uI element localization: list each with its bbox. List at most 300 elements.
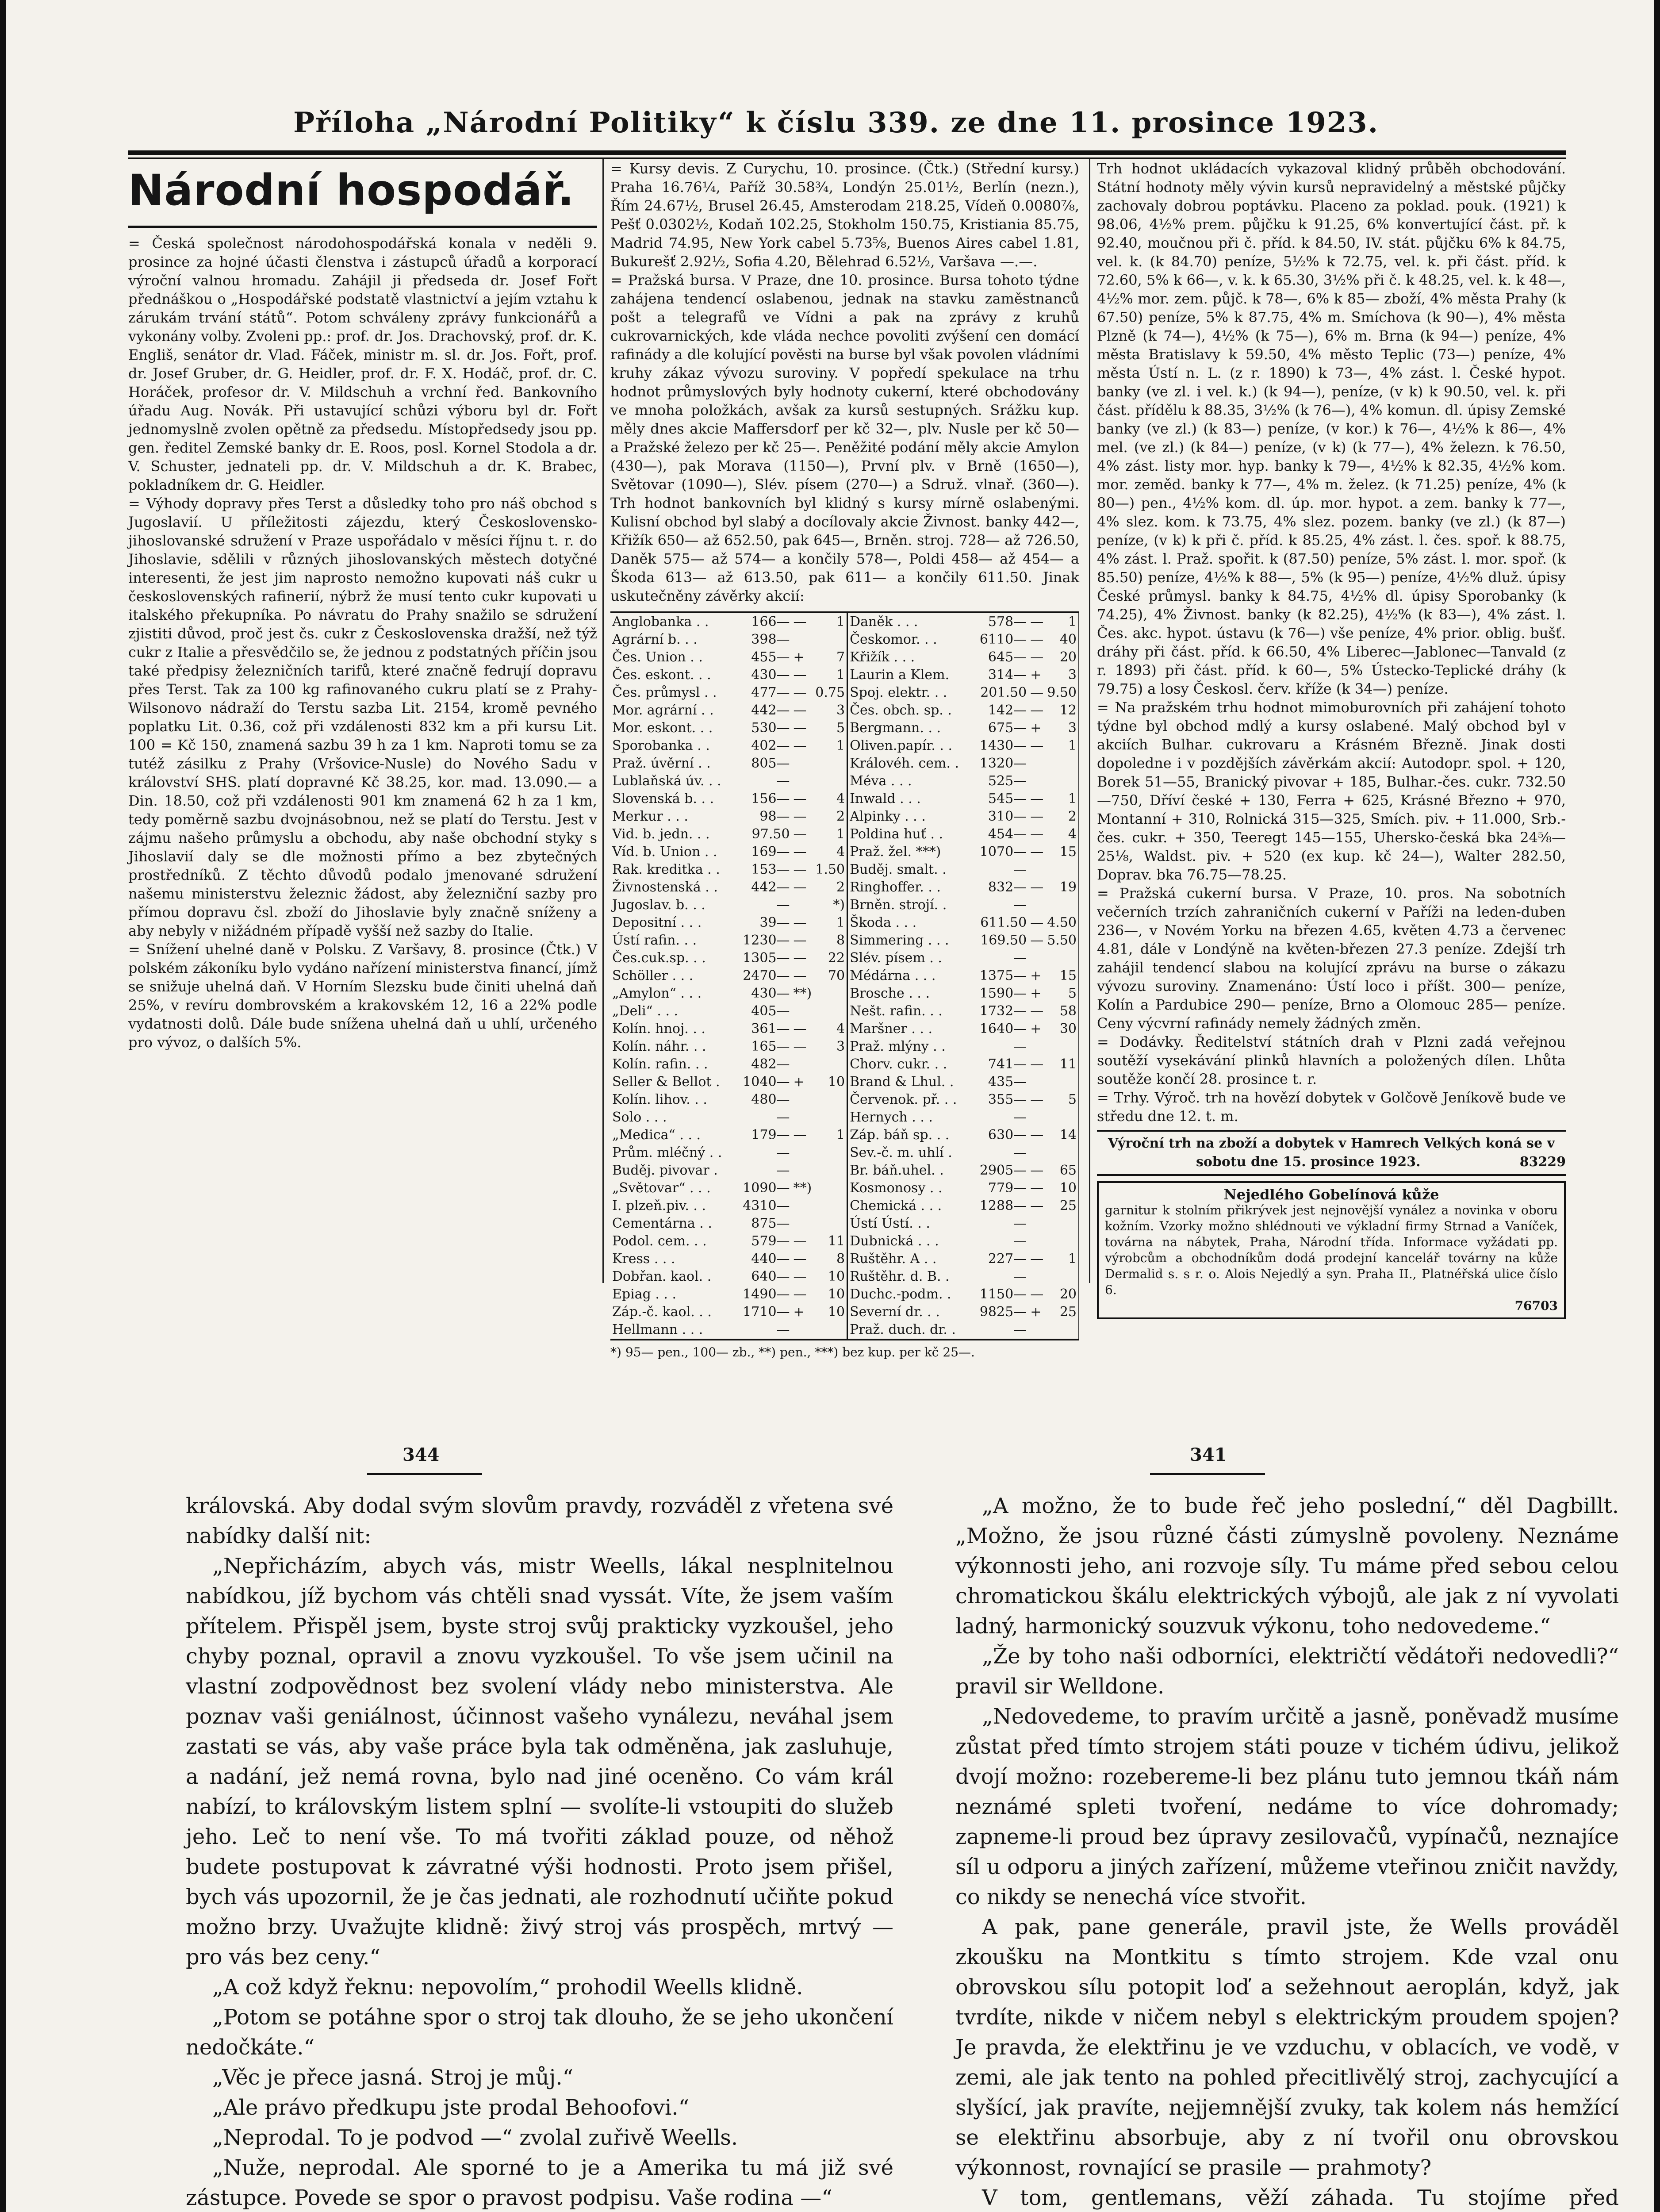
table-cell: — <box>793 614 807 630</box>
quotes-table <box>610 611 1079 1340</box>
table-cell: — <box>1030 826 1044 842</box>
book-paragraph: V tom, gentlemans, věží záhada. Tu stojíme před <box>982 2185 1619 2210</box>
table-cell: Podol. cem. . . <box>612 1233 707 1249</box>
table-cell <box>1045 1321 1079 1339</box>
table-cell: 442— <box>751 879 790 895</box>
table-cell: — <box>793 879 807 895</box>
table-cell: 741— <box>988 1056 1027 1072</box>
table-row <box>610 1020 1079 1038</box>
quotes-grid <box>610 613 1079 1339</box>
table-cell: — <box>1013 1039 1027 1054</box>
table-row <box>610 1268 1079 1286</box>
table-cell: Praž. žel. ***) <box>847 843 978 861</box>
book-paragraph: „Nepřicházím, abych vás, mistr Weells, lákal nesplnitelnou nabídkou, jíž bychom vás chtěli snad vyssát. Víte, že jsem vaším přítelem. Přispěl jsem, byste stroj svůj prakticky vyzkoušel, jeho chyby poznal, opravil a znovu vyzkoušel. To vše jsem učinil na vlastní zodpovědnost bez svolení vlády nebo ministerstva. Ale poznav vaši geniálnost, účinnost vašeho vynálezu, neváhal jsem zastati se vás, aby vaše práce byla tak odměněna, jak zasluhuje, a nadání, jež nemá rovna, bylo nad jiné oceněno. Co vám král nabízí, to královským listem splní — svolíte-li vstoupiti do služeb jeho. Leč to není vše. To má tvořiti základ pouze, od něhož budete postupovat k závratné výši hodnosti. Proto jsem přišel, bych vás upozornil, že je čas jednati, ale rozhodnutí učiňte pokud možno brzy. Uvažujte klidně: živý stroj vás prospěch, mrtvý — pro vás bez ceny.“ <box>186 1554 893 1970</box>
table-row <box>610 1250 1079 1268</box>
table-cell: — <box>1013 1233 1027 1249</box>
table-cell: — <box>1030 685 1044 700</box>
table-cell: Prům. mléčný . . <box>612 1145 722 1160</box>
table-cell: Severní dr. . . <box>847 1303 978 1321</box>
table-cell: Lublaňská úv. . . <box>612 773 721 789</box>
table-cell: 3 <box>813 702 847 719</box>
table-cell: Chorv. cukr. . . <box>847 1056 978 1073</box>
book-paragraph: „Neprodal. To je podvod —“ zvolal zuřivě Weells. <box>212 2125 738 2150</box>
book-paragraph: královská. Aby dodal svým slovům pravdy, rozváděl z vřetena své nabídky další nit: <box>186 1494 893 1548</box>
table-cell: — <box>793 1233 807 1249</box>
table-row <box>610 843 1079 861</box>
table-cell: 4.50 <box>1045 914 1079 932</box>
table-cell: — <box>793 685 807 700</box>
table-cell: Praž. úvěrní . . <box>612 756 711 771</box>
table-cell: 630— <box>988 1127 1027 1143</box>
table-cell: + <box>1030 720 1042 736</box>
table-cell: Méva . . . <box>847 772 978 790</box>
table-cell: Maršner . . . <box>847 1020 978 1038</box>
table-cell: — <box>1013 1145 1027 1160</box>
table-cell: 4 <box>1045 826 1079 843</box>
table-cell <box>792 1002 814 1020</box>
table-cell: — <box>1030 844 1044 860</box>
table-cell <box>813 1197 847 1215</box>
table-cell: — <box>1030 1092 1044 1107</box>
table-row <box>610 737 1079 755</box>
table-cell: — <box>1030 1003 1044 1019</box>
table-cell: 169.50 <box>980 933 1027 948</box>
table-cell: 22 <box>813 949 847 967</box>
column-divider-1 <box>602 159 604 1283</box>
table-cell <box>1045 1038 1079 1056</box>
table-cell: — <box>776 1322 790 1337</box>
table-cell: 1 <box>813 666 847 684</box>
table-cell <box>792 1109 814 1126</box>
table-row <box>610 631 1079 649</box>
table-cell: 10 <box>813 1303 847 1321</box>
table-cell: Ringhoffer. . . <box>847 879 978 896</box>
table-cell: 15 <box>1045 843 1079 861</box>
table-cell <box>1028 1144 1045 1162</box>
book-paragraph: „Věc je přece jasná. Stroj je můj.“ <box>212 2065 574 2090</box>
ad-title: Nejedlého Gobelínová kůže <box>1223 1186 1439 1203</box>
table-row <box>610 826 1079 843</box>
table-cell: 19 <box>1045 879 1079 896</box>
table-cell: Merkur . . . <box>612 809 688 824</box>
table-cell: 5.50 <box>1045 932 1079 949</box>
table-cell: 1090— <box>743 1180 790 1196</box>
table-row <box>610 1144 1079 1162</box>
table-cell: — <box>1030 632 1044 647</box>
table-cell: Kolín. hnoj. . . <box>612 1021 705 1037</box>
table-cell: Mor. eskont. . . <box>612 720 713 736</box>
table-cell: — <box>1030 649 1044 665</box>
table-cell: — <box>776 773 790 789</box>
table-cell: — <box>793 933 807 948</box>
table-cell: — <box>1030 614 1044 630</box>
table-cell: Kosmonosy . . <box>847 1179 978 1197</box>
table-row <box>610 1109 1079 1126</box>
table-cell <box>813 1056 847 1073</box>
article-devis: = Kursy devis. Z Curychu, 10. prosince. (Čtk.) (Střední kursy.) Praha 16.76¼, Paříž 30.58¾, Londýn 25.01½, Berlín (nezn.), Řím 24.67½, Brusel 26.45, Amsterodam 218.25, Vídeň 0.0080⅞, Pešť 0.0302½, Kodaň 102.25, Stokholm 150.75, Kristiania 85.75, Madrid 74.95, New York cabel 5.73⅝, Buenos Aires cabel 1.81, Bukurešť 2.92½, Sofia 4.20, Bělehrad 6.52½, Varšava —.—. <box>610 160 1079 270</box>
table-cell <box>813 1144 847 1162</box>
table-cell: Ruštěhr. A . . <box>847 1250 978 1268</box>
table-cell: 9825— <box>979 1304 1027 1320</box>
table-cell <box>1028 861 1045 879</box>
table-cell: 166— <box>751 614 790 630</box>
table-cell: — <box>776 1163 790 1178</box>
table-cell: 454— <box>988 826 1027 842</box>
table-cell: Praž. duch. dr. . <box>847 1321 978 1339</box>
table-cell: 201.50 <box>980 685 1027 700</box>
table-cell: — <box>1030 703 1044 718</box>
table-row <box>610 896 1079 914</box>
table-cell: Cementárna . . <box>612 1216 712 1231</box>
book-page-left <box>186 1491 893 2212</box>
table-cell: 530— <box>751 720 790 736</box>
table-cell: 10 <box>1045 1179 1079 1197</box>
table-row <box>610 790 1079 808</box>
table-row <box>610 985 1079 1002</box>
table-row <box>610 772 1079 790</box>
table-cell: 98— <box>759 809 790 824</box>
table-cell: 30 <box>1045 1020 1079 1038</box>
table-cell: 405— <box>751 1003 790 1019</box>
table-cell <box>813 985 847 1002</box>
table-cell: 4310— <box>743 1198 790 1214</box>
table-cell: — <box>793 1039 807 1054</box>
section-title: Národní hospodář. <box>128 165 575 215</box>
market-notice: Výroční trh na zboží a dobytek v Hamrech Velkých koná se v sobotu dne 15. prosince 1923. 83229 <box>1097 1130 1566 1176</box>
table-cell <box>813 631 847 649</box>
table-cell: — <box>793 862 807 877</box>
table-cell: 579— <box>751 1233 790 1249</box>
table-cell <box>813 1109 847 1126</box>
table-cell: 675— <box>988 720 1027 736</box>
table-cell <box>1028 1215 1045 1233</box>
table-cell <box>792 1144 814 1162</box>
table-cell: Simmering . . . <box>847 932 978 949</box>
table-cell: Laurin a Klem. <box>847 666 978 684</box>
table-cell: Hellmann . . . <box>612 1322 703 1337</box>
table-cell: 4 <box>813 1020 847 1038</box>
table-cell: 640— <box>751 1269 790 1284</box>
table-cell: 0.75 <box>813 684 847 702</box>
table-cell: Vid. b. jedn. . . <box>612 826 710 842</box>
table-cell: — <box>793 915 807 930</box>
table-cell: 578— <box>988 614 1027 630</box>
table-cell: — <box>1030 791 1044 806</box>
table-cell: Buděj. pivovar . <box>612 1163 718 1178</box>
table-cell: 1375— <box>979 968 1027 983</box>
table-cell: 1040— <box>743 1074 790 1090</box>
table-cell: Jugoslav. b. . . <box>612 897 705 913</box>
table-cell: — <box>793 703 807 718</box>
table-row <box>610 649 1079 666</box>
table-cell: Červenok. př. . . <box>847 1091 978 1109</box>
table-cell: 1 <box>1045 613 1079 631</box>
table-cell: 1230— <box>743 933 790 948</box>
table-row <box>610 967 1079 985</box>
table-cell: **) <box>793 986 812 1001</box>
table-cell: — <box>1013 950 1027 966</box>
table-cell: 1640— <box>979 1021 1027 1037</box>
table-cell: 156— <box>751 791 790 806</box>
table-row <box>610 1073 1079 1091</box>
article-society: = Česká společnost národohospodářská konala v neděli 9. prosince za hojné účasti členstva i zástupců úřadů a korporací výroční valnou hromadu. Zahájil ji předseda dr. Josef Fořt přednáškou o „Hospodářské podstatě vlastnictví a jejím vztahu k zárukám trvání států“. Potom schváleny zprávy funkcionářů a vykonány volby. Zvoleni pp.: prof. dr. Jos. Drachovský, prof. dr. K. Engliš, senátor dr. Vlad. Fáček, ministr m. sl. dr. Jos. Fořt, prof. dr. Josef Gruber, dr. G. Heidler, prof. dr. F. X. Hodáč, prof. dr. C. Horáček, profesor dr. V. Mildschuh a vrchní řed. Bankovního úřadu Aug. Novák. Při ustavující schůzi výboru byl dr. Fořt jednomyslně zvolen opětně za předsedu. Místopředsedy jsou pp. gen. ředitel Zemské banky dr. E. Roos, posl. Kornel Stodola a dr. V. Schuster, jednateli pp. dr. V. Mildschuh a dr. K. Brabec, pokladníkem dr. G. Heidler. <box>128 235 597 493</box>
table-cell <box>1045 1233 1079 1250</box>
table-cell: — <box>793 968 807 983</box>
table-cell: „Medica“ . . . <box>612 1127 701 1143</box>
table-cell: 3 <box>813 1038 847 1056</box>
table-cell: Čes. průmysl . . <box>612 685 717 700</box>
table-cell: 2 <box>813 879 847 896</box>
table-cell: — <box>1013 1269 1027 1284</box>
table-cell: Kolín. rafin. . . <box>612 1056 708 1072</box>
table-cell: 20 <box>1045 649 1079 666</box>
table-cell: Brněn. strojí. . <box>847 896 978 914</box>
table-cell <box>1045 949 1079 967</box>
table-cell: — <box>793 1286 807 1302</box>
table-cell <box>813 1162 847 1179</box>
book-paragraph: „Ale právo předkupu jste prodal Behoofovi.“ <box>212 2095 690 2120</box>
table-cell <box>1045 861 1079 879</box>
table-cell: 165— <box>751 1039 790 1054</box>
table-row <box>610 1286 1079 1303</box>
table-row <box>610 1126 1079 1144</box>
table-row <box>610 1091 1079 1109</box>
table-cell: 7 <box>813 649 847 666</box>
table-cell: 12 <box>1045 702 1079 719</box>
table-cell: — <box>1030 1163 1044 1178</box>
table-cell <box>1045 772 1079 790</box>
table-cell <box>1045 1073 1079 1091</box>
book-paragraph: „A možno, že to bude řeč jeho poslední,“ děl Dagbillt. „Možno, že jsou různé části zúmyslně povoleny. Neznáme výkonnosti jeho, ani rozvoje síly. Tu máme před sebou celou chromatickou škálu elektrických výbojů, ale jak z ní vyvolati ladný, harmonický souzvuk výkonu, toho nedovedeme.“ <box>955 1494 1619 1639</box>
table-cell: — <box>776 897 790 913</box>
table-cell: Slév. písem . . <box>847 949 978 967</box>
table-cell: Seller & Bellot . <box>612 1074 720 1090</box>
table-cell: — <box>776 1110 790 1125</box>
table-cell <box>1028 1073 1045 1091</box>
table-cell <box>1045 755 1079 772</box>
table-cell: 11 <box>1045 1056 1079 1073</box>
table-cell: 39— <box>759 915 790 930</box>
table-row <box>610 1056 1079 1073</box>
table-cell: 1 <box>813 613 847 631</box>
table-cell: Víd. b. Union . . <box>612 844 717 860</box>
book-paragraph: „Že by toho naši odborníci, električtí vědátoři nedovedli?“ pravil sir Welldone. <box>955 1644 1619 1699</box>
table-cell: — <box>793 844 807 860</box>
table-cell: 5 <box>1045 985 1079 1002</box>
book-paragraph: „A což když řeknu: nepovolím,“ prohodil Weells klidně. <box>212 1975 803 2000</box>
table-cell: Ústí rafin. . . <box>612 933 697 948</box>
table-cell: 314— <box>988 667 1027 683</box>
table-cell: 1320— <box>979 756 1027 771</box>
table-row <box>610 755 1079 772</box>
table-cell: 1070— <box>979 844 1027 860</box>
table-cell: Záp.-č. kaol. . . <box>612 1304 712 1320</box>
table-cell: 3 <box>1045 719 1079 737</box>
table-cell: 482— <box>751 1056 790 1072</box>
article-bonds: Trh hodnot ukládacích vykazoval klidný průběh obchodování. Státní hodnoty měly vývin kursů nepravidelný a městské půjčky zachovaly dobrou poptávku. Placeno za poklad. pouk. (1921) k 98.06, 4½% prem. půjčku k 91.25, 6% konvertující část. př. k 92.40, moučnou při č. příd. k 84.50, IV. stát. půjčku 6% k 84.75, vel. k. (k 84.70) peníze, 5½% k 72.75, vel. k. při část. příd. k 72.60, 5% k 66—, v. k. k 65.30, 3½% při č. k 48.25, vel. k. k 48—, 4½% mor. zem. půjč. k 78—, 6% k 85— zboží, 4% města Prahy (k 67.50) peníze, 5% k 87.75, 4% m. Smíchova (k 90—), 4% města Plzně (k 74—), 4½% (k 75—), 6% m. Brna (k 94—) peníze, 4% města Bratislavy k 59.50, 4% město Teplic (73—) peníze, 4% města Ústí n. L. (z r. 1890) k 73—, 4% zást. l. České hypot. banky (ve zl. i vel. k.) (k 94—), peníze, (v k) k 90.50, vel. k. při část. přídělu k 88.35, 3½% (k 76—), 4% komun. dl. úpisy Zemské banky (ve zl.) (k 83—) peníze, (v kor.) k 76—, 4½% k 86—, 4% mel. (ve zl.) (k 84—) peníze, (v k) (k 77—), 4% železn. k 76.50, 4% zást. listy mor. hyp. banky k 79—, 4½% k 82.35, 4½% kom. mor. zeměd. banky k 77—, 4% m. želez. (k 71.25) peníze, 4% (k 80—) pen., 4½% kom. dl. úp. mor. hypot. a zem. banky k 77—, 4% slez. kom. k 73.75, 4% slez. pozem. banky (ve zl.) (k 87—) peníze, (v k) k při č. příd. k 85.25, 4% zást. l. čes. spoř. k 88.75, 4% zást. l. Praž. spořit. k (87.50) peníze, 5% zást. l. mor. spoř. (k 85.50) peníze, 4½% k 88—, 5% (k 95—) peníze, 4½% dluž. úpisy České průmysl. banky k 84.75, 4½% dl. úpisy Sporobanky (k 74.25), 4% Živnost. banky (k 82.25), 4½% (k 83—), 4% zást. l. Čes. akc. hypot. ústavu (k 76—) vše peníze, 4% prior. oblig. bušť. dráhy při část. příd. k 66.50, 4% Liberec—Jablonec—Tanvald (z r. 1893) při část. příd. k 60—, 5% Ústecko-Teplické dráhy (k 79.75) a losy Českosl. červ. kříže (k 34—) peníze. <box>1097 160 1566 697</box>
table-cell: — <box>1013 862 1027 877</box>
table-cell: — <box>1013 1322 1027 1337</box>
table-cell: 1 <box>1045 790 1079 808</box>
table-cell: 2 <box>813 808 847 826</box>
table-cell: 805— <box>751 756 790 771</box>
table-cell <box>792 1162 814 1179</box>
table-cell: Médárna . . . <box>847 967 978 985</box>
table-cell: 398— <box>751 632 790 647</box>
article-outside-market: = Na pražském trhu hodnot mimoburovních při zahájení tohoto týdne byl obchod mdlý a kursy oslabené. Malý obchod byl v akciích Bulhar. cukrovaru a Krásném Březně. Jinak dosti dopoledne i v pozdějších závěrkám akcií: Autodopr. spol. + 120, Borek 51—55, Branický pivovar + 185, Bulhar.-čes. cukr. 732.50—750, Dříví české + 130, Ferra + 625, Krásné Březno + 970, Montanní + 310, Rolnická 315—325, Smích. piv. + 11.000, Srb.-čes. cukr. + 350, Teeregt 145—155, Uhersko-česká bka 24⅝—25⅛, Waldst. piv. + 520 (ex kup. kč 24—), Walter 282.50, Doprav. bka 76.75—78.25. <box>1097 699 1566 883</box>
table-cell: 10 <box>813 1286 847 1303</box>
table-cell: Živnostenská . . <box>612 879 718 895</box>
table-row <box>610 1002 1079 1020</box>
table-cell: + <box>793 1074 805 1090</box>
table-cell: 645— <box>988 649 1027 665</box>
table-cell: Mor. agrární . . <box>612 703 714 718</box>
table-cell: 361— <box>751 1021 790 1037</box>
table-cell: Spoj. elektr. . . <box>847 684 978 702</box>
quotes-footnote: *) 95— pen., 100— zb., **) pen., ***) bez kup. per kč 25—. <box>610 1345 975 1359</box>
table-cell: Brosche . . . <box>847 985 978 1002</box>
table-cell <box>792 1056 814 1073</box>
table-cell: 1 <box>813 914 847 932</box>
ad-number: 76703 <box>1514 1298 1558 1313</box>
table-row <box>610 914 1079 932</box>
table-cell: 525— <box>988 773 1027 789</box>
table-cell: 1 <box>813 1126 847 1144</box>
table-row <box>610 1162 1079 1179</box>
table-cell: „Deli“ . . . <box>612 1003 679 1019</box>
table-cell: 227— <box>988 1251 1027 1267</box>
column-bonds <box>1097 159 1566 1319</box>
table-cell <box>792 1321 814 1339</box>
table-cell: 179— <box>751 1127 790 1143</box>
table-cell: Buděj. smalt. . <box>847 861 978 879</box>
table-cell: — <box>1030 879 1044 895</box>
table-cell: 1150— <box>979 1286 1027 1302</box>
table-cell: „Amylon“ . . . <box>612 986 702 1001</box>
table-cell: Křižík . . . <box>847 649 978 666</box>
table-cell: 310— <box>988 809 1027 824</box>
table-cell: — <box>1013 1110 1027 1125</box>
book-paragraph: A pak, pane generále, pravil jste, že Wells prováděl zkoušku na Montkitu s tímto strojem. Kde vzal onu obrovskou sílu potopit loď a sežehnout aeroplán, když, jak tvrdíte, nikde v ničem nebyl s elektrickým proudem spojen? Je pravda, že elektřinu je ve vzduchu, v oblacích, ve vodě, v zemi, ale jak tento na pohled přecitlivělý stroj, zachycující a slyšící, jak pravíte, nejjemnější zvuky, tak kolem nás hemžící se elektřinu absorbuje, aby z ní tvořil onu obrovskou výkonnost, rovnající se prasile — prahmoty? <box>955 1915 1619 2180</box>
table-row <box>610 861 1079 879</box>
book-page-right <box>955 1491 1619 2212</box>
table-cell: Schöller . . . <box>612 968 694 983</box>
table-cell: 2470— <box>743 968 790 983</box>
book-paragraph: „Nedovedeme, to pravím určitě a jasně, poněvadž musíme zůstat před tímto strojem státi pouze v tichém údivu, jelikož dvojí možno: rozebereme-li bez plánu tuto jemnou tkáň nám neznámé spleti tvoření, nedáme to více dohromady; zapneme-li proud bez úpravy zesilovačů, vypínačů, neznajíce síl u odporu a jiných zařízení, můžeme vteřinou zničit navždy, co nikdy se nenechá více stvořit. <box>955 1704 1619 1909</box>
table-cell: Dobřan. kaol. . <box>612 1269 712 1284</box>
table-row <box>610 1233 1079 1250</box>
table-cell: — <box>1030 1286 1044 1302</box>
table-cell: Agrární b. . . <box>612 632 698 647</box>
table-cell: 440— <box>751 1251 790 1267</box>
table-cell <box>792 772 814 790</box>
table-cell: 480— <box>751 1092 790 1107</box>
table-cell <box>792 631 814 649</box>
table-cell: Škoda . . . <box>847 914 978 932</box>
table-cell: Inwald . . . <box>847 790 978 808</box>
table-cell: „Světovar“ . . . <box>612 1180 711 1196</box>
book-paragraph: „Potom se potáhne spor o stroj tak dlouho, že se jeho ukončení nedočkáte.“ <box>186 2005 893 2060</box>
table-row <box>610 1215 1079 1233</box>
table-cell: — <box>793 950 807 966</box>
table-cell <box>813 1321 847 1339</box>
table-cell: Královéh. cem. . <box>847 755 978 772</box>
table-cell: — <box>1030 1198 1044 1214</box>
table-cell: 1732— <box>979 1003 1027 1019</box>
table-cell <box>813 1002 847 1020</box>
table-cell: 169— <box>751 844 790 860</box>
table-cell: 5 <box>813 719 847 737</box>
table-cell: Čes. obch. sp. . <box>847 702 978 719</box>
table-cell: 430— <box>751 986 790 1001</box>
table-cell: Nešt. rafin. . . <box>847 1002 978 1020</box>
table-cell: + <box>1030 968 1042 983</box>
table-cell: 355— <box>988 1092 1027 1107</box>
header-rule-thin <box>128 157 1566 159</box>
table-cell: 477— <box>751 685 790 700</box>
table-cell: 442— <box>751 703 790 718</box>
table-cell: 1 <box>813 737 847 755</box>
table-cell <box>1028 1321 1045 1339</box>
page-number-right: 341 <box>1190 1444 1227 1465</box>
section-rule <box>128 226 597 228</box>
column-divider-2 <box>1089 159 1090 1283</box>
table-cell <box>1045 1109 1079 1126</box>
table-cell: Kolín. lihov. . . <box>612 1092 707 1107</box>
table-cell: 545— <box>988 791 1027 806</box>
table-cell: — <box>1013 897 1027 913</box>
table-cell: + <box>1030 667 1042 683</box>
table-cell: Čes. eskont. . . <box>612 667 711 683</box>
table-cell: Sporobanka . . <box>612 738 710 753</box>
table-cell: Kress . . . <box>612 1251 675 1267</box>
table-cell: Praž. mlýny . . <box>847 1038 978 1056</box>
table-row <box>610 1197 1079 1215</box>
table-cell: 8 <box>813 932 847 949</box>
column-economy <box>128 159 597 1052</box>
table-cell: — <box>776 1145 790 1160</box>
table-cell <box>1028 1268 1045 1286</box>
table-cell: 2 <box>1045 808 1079 826</box>
article-trieste: = Výhody dopravy přes Terst a důsledky toho pro náš obchod s Jugoslavií. U příležitosti zájezdu, který Československo-jihoslovanské sdružení v Praze uspořádalo v měsíci říjnu t. r. do Jihoslavie, sdělili v různých jihoslovanských městech dotyčné interesenti, že jest jim naprosto nemožno kupovati náš cukr u československých rafinerií, nýbrž že musí tento cukr kupovati u italského překupníka. Po návratu do Prahy snažilo se sdružení zjistiti důvod, proč jest čs. cukr z Československa dražší, než týž cukr z Italie a přesvědčilo se, že jednou z podstatných příčin jsou také předpisy železničních tarifů, které značně fedrují dopravu přes Terst. Tak za 100 kg rafinovaného cukru platí se z Prahy-Wilsonovo nádraží do Terstu sazba Lit. 2154, kromě pevného poplatku Lit. 0.36, což při vzdálenosti 832 km a při kursu Lit. 100 = Kč 150, znamená sazbu 39 h za 1 km. Naproti tomu se za tutéž zásilku z Prahy (Vršovice-Nusle) do Nového Sadu v království SHS. platí dopravné Kč 38.25, kor. mad. 13.090.— a Din. 18.50, což při vzdálenosti 901 km znamená 62 h za 1 km, tedy poměrně sazbu dvojnásobnou, než se platí do Terstu. Jest v zájmu našeho průmyslu a obchodu, aby naše obchodní styky s Jihoslavií daly se dle možnosti přímo a bez zbytečných prostředníků. Z těchto důvodů podalo jmenované sdružení našemu ministerstvu železnic žádost, aby železniční sazby pro přímou dopravu čsl. zboží do Jihoslavie byly značně sníženy a aby nebyly v nižádném případě vyšší než sazby do Italie. <box>128 495 597 939</box>
table-cell: 58 <box>1045 1002 1079 1020</box>
table-cell: 1710— <box>743 1304 790 1320</box>
table-cell: — <box>1030 1180 1044 1196</box>
ad-text: garnitur k stolním přikrývek jest nejnovější vynález a novinka v oboru kožním. Vzorky možno shlédnouti ve výkladní firmy Strnad a Vaníček, továrna na nábytek, Praha, Národní třída. Informace vyžádati pp. výrobcům a obchodníkům dodá prodejní kancelář továrny na kůže Dermalid s. s r. o. Alois Nejedlý a syn. Praha II., Platnéřská ulice číslo 6. <box>1105 1203 1558 1297</box>
table-cell: — <box>793 1127 807 1143</box>
column-bourse <box>610 159 1079 1362</box>
table-cell: — <box>793 1021 807 1037</box>
table-cell: Čes. Union . . <box>612 649 703 665</box>
article-markets: = Trhy. Výroč. trh na hovězí dobytek v Golčově Jeníkově bude ve středu dne 12. t. m. <box>1097 1089 1566 1125</box>
table-cell: 20 <box>1045 1286 1079 1303</box>
table-cell: 1 <box>1045 737 1079 755</box>
table-row <box>610 1038 1079 1056</box>
table-cell: 779— <box>988 1180 1027 1196</box>
table-cell: — <box>793 667 807 683</box>
table-cell: — <box>793 826 807 842</box>
table-cell: + <box>793 649 805 665</box>
table-cell: 25 <box>1045 1197 1079 1215</box>
table-cell <box>1028 949 1045 967</box>
table-cell <box>813 1215 847 1233</box>
table-cell: 70 <box>813 967 847 985</box>
table-cell: 832— <box>988 879 1027 895</box>
book-paragraph: „Nuže, neprodal. Ale sporné to je a Amerika tu má již své zástupce. Povede se spor o pravost podpisu. Vaše rodina —“ <box>186 2155 893 2210</box>
table-cell: Anglobanka . . <box>612 614 709 630</box>
page-rule-right <box>1150 1473 1265 1475</box>
table-cell: 1.50 <box>813 861 847 879</box>
